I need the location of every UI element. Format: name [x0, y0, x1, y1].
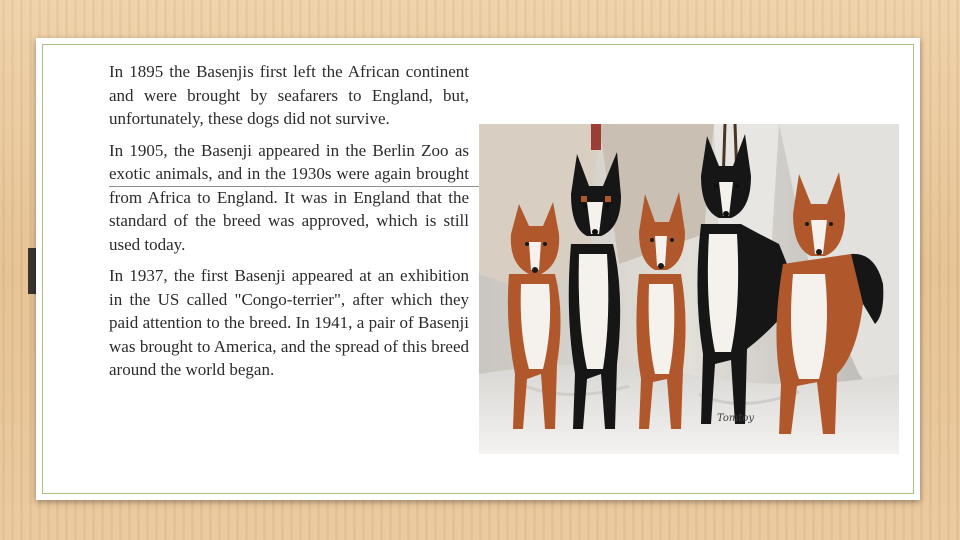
left-edge-tab [28, 248, 36, 294]
basenji-photo-illustration [479, 124, 899, 454]
paragraph-1905: In 1905, the Basenji appeared in the Berlin Zoo as exotic animals, and in the 1930s were again brought from Africa to England. It was in England that the standard of the breed was approved, which is still used today. [109, 140, 469, 254]
paragraph-divider-line [109, 186, 497, 187]
handler-tie [591, 124, 601, 150]
history-text-column [109, 60, 469, 390]
slide-card [36, 38, 920, 500]
paragraph-1895: In 1895 the Basenjis first left the African continent and were brought by seafarers to England, but, unfortunately, these dogs did not survive. [109, 62, 469, 128]
paragraph-1937: In 1937, the first Basenji appeared at an exhibition in the US called "Congo-terrier", after which they paid attention to the breed. In 1941, a pair of Basenji was brought to America, and the spread of this breed around the world began. [109, 266, 469, 379]
photographer-signature: Tomtoy [717, 413, 755, 424]
basenji-group-photo [479, 124, 899, 454]
